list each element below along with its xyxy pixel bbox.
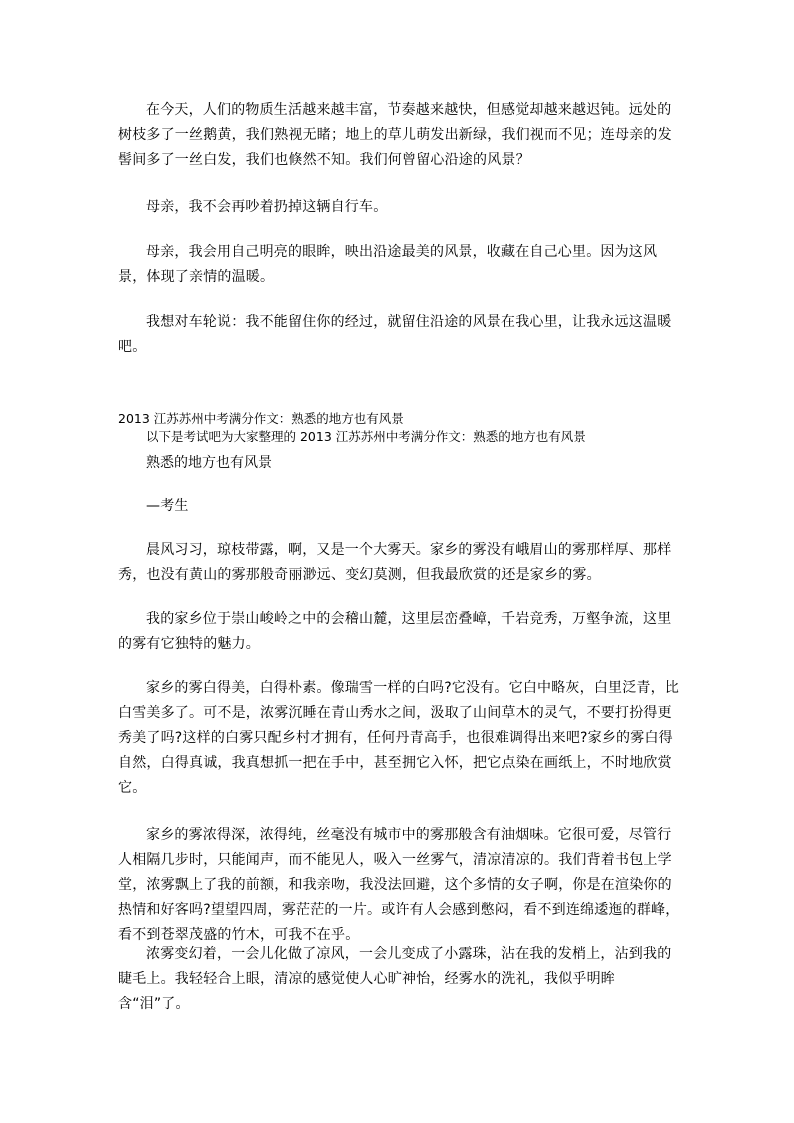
- paragraph-dense-fog: 家乡的雾浓得深，浓得纯，丝毫没有城市中的雾那般含有油烟味。它很可爱，尽管行人相隔几步时，只能闻声，而不能见人，吸入一丝雾气，清凉清凉的。我们背着书包上学堂，浓雾飘上了我的前额，和我亲吻，我没法回避，这个多情的女子啊，你是在渲染你的热情和好客吗?望望四周，雾茫茫的一片。或许有人会感到憋闷，看不到连绵逶迤的群峰，看不到苍翠茂盛的竹木，可我不在乎。: [118, 827, 680, 943]
- essay-title: 熟悉的地方也有风景: [146, 455, 272, 471]
- paragraph-modern-life: 在今天，人们的物质生活越来越丰富，节奏越来越快，但感觉却越来越迟钝。远处的树枝多了一丝鹅黄，我们熟视无睹；地上的草儿萌发出新绿，我们视而不见；连母亲的发髻间多了一丝白发，我们也倏然不知。我们何曾留心沿途的风景？: [118, 102, 672, 168]
- paragraph-white-fog: 家乡的雾白得美，白得朴素。像瑞雪一样的白吗?它没有。它白中略灰，白里泛青，比白雪美多了。可不是，浓雾沉睡在青山秀水之间，汲取了山间草木的灵气，不要打扮得更秀美了吗?这样的白雾只配乡村才拥有，任何丹青高手，也很难调得出来吧?家乡的雾白得自然，白得真诚，我真想抓一把在手中，甚至拥它入怀，把它点染在画纸上，不时地欣赏它。: [118, 680, 680, 796]
- article-intro: 以下是考试吧为大家整理的 2013 江苏苏州中考满分作文：熟悉的地方也有风景: [146, 429, 586, 444]
- article-title: 2013 江苏苏州中考满分作文：熟悉的地方也有风景: [118, 411, 404, 426]
- paragraph-hometown-location: 我的家乡位于崇山峻岭之中的会稽山麓，这里层峦叠嶂，千岩竞秀，万壑争流，这里的雾有它独特的魅力。: [118, 611, 672, 652]
- paragraph-mother-bicycle: 母亲，我不会再吵着扔掉这辆自行车。: [146, 199, 388, 215]
- paragraph-mother-scenery: 母亲，我会用自己明亮的眼眸，映出沿途最美的风景，收藏在自己心里。因为这风景，体现了亲情的温暖。: [118, 244, 658, 285]
- paragraph-wheel: 我想对车轮说：我不能留住你的经过，就留住沿途的风景在我心里，让我永远这温暖吧。: [118, 314, 672, 355]
- paragraph-changing-fog: 浓雾变幻着，一会儿化做了凉风，一会儿变成了小露珠，沾在我的发梢上，沾到我的睫毛上。我轻轻合上眼，清凉的感觉使人心旷神怡，经雾水的洗礼，我似乎明眸含“泪”了。: [118, 946, 672, 1012]
- paragraph-fog-morning: 晨风习习，琼枝带露，啊，又是一个大雾天。家乡的雾没有峨眉山的雾那样厚、那样秀，也没有黄山的雾那般奇丽渺远、变幻莫测，但我最欣赏的还是家乡的雾。: [118, 542, 672, 583]
- essay-author: —考生: [146, 498, 189, 514]
